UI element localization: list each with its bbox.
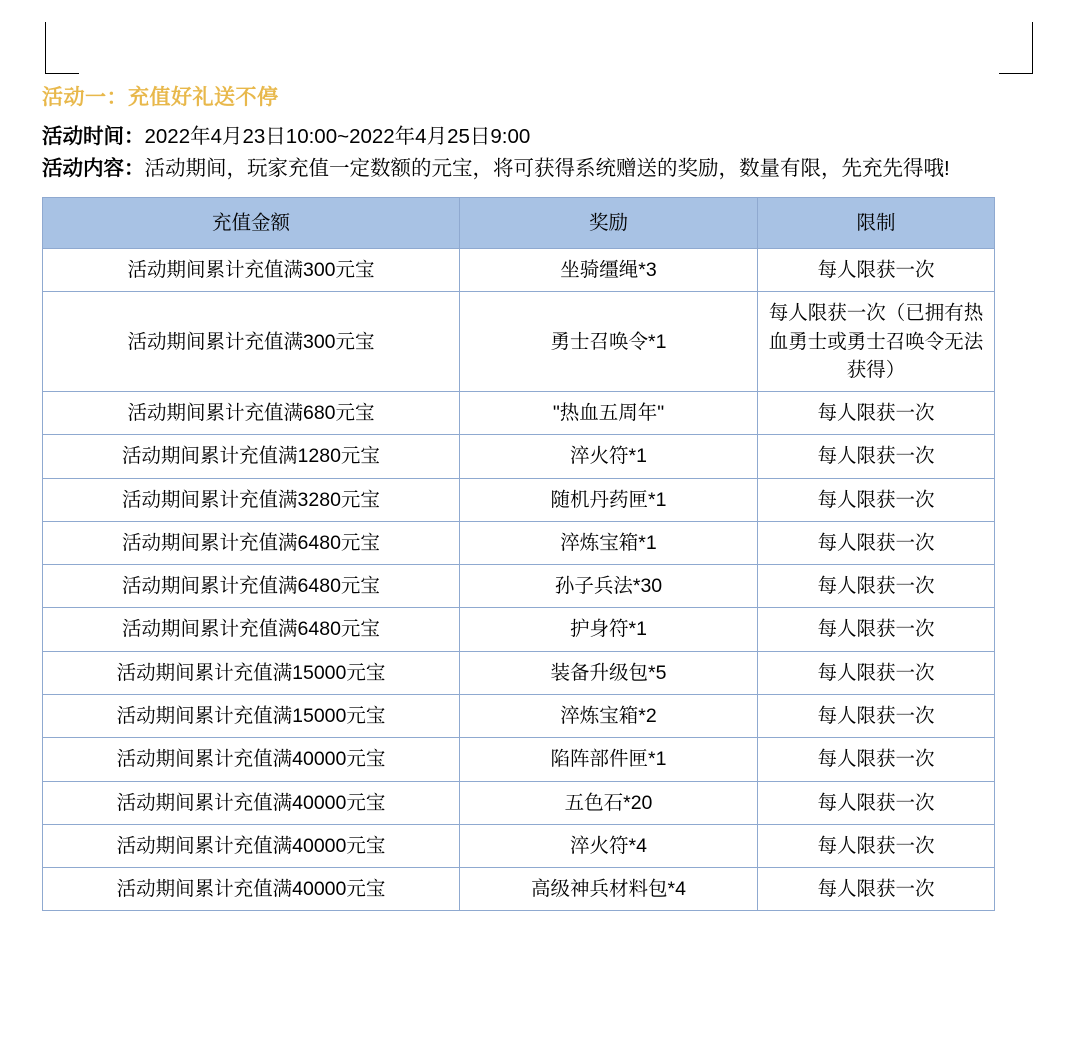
table-cell-amount: 活动期间累计充值满40000元宝 xyxy=(43,781,460,824)
table-cell-limit: 每人限获一次 xyxy=(758,824,995,867)
table-cell-amount: 活动期间累计充值满6480元宝 xyxy=(43,521,460,564)
table-cell-limit: 每人限获一次 xyxy=(758,608,995,651)
table-row xyxy=(43,565,995,608)
table-cell-reward: "热血五周年" xyxy=(460,392,758,435)
document-content xyxy=(42,84,994,911)
table-cell-amount: 活动期间累计充值满40000元宝 xyxy=(43,738,460,781)
column-header-reward: 奖励 xyxy=(460,197,758,248)
table-cell-amount: 活动期间累计充值满40000元宝 xyxy=(43,868,460,911)
column-header-amount: 充值金额 xyxy=(43,197,460,248)
table-cell-reward: 装备升级包*5 xyxy=(460,651,758,694)
table-row xyxy=(43,781,995,824)
table-cell-limit: 每人限获一次 xyxy=(758,249,995,292)
table-cell-amount: 活动期间累计充值满300元宝 xyxy=(43,249,460,292)
table-cell-limit: 每人限获一次（已拥有热血勇士或勇士召唤令无法获得） xyxy=(758,292,995,392)
table-cell-reward: 淬炼宝箱*2 xyxy=(460,695,758,738)
table-cell-reward: 五色石*20 xyxy=(460,781,758,824)
activity-time-line xyxy=(42,121,994,153)
table-row xyxy=(43,738,995,781)
table-cell-reward: 孙子兵法*30 xyxy=(460,565,758,608)
table-row xyxy=(43,249,995,292)
table-row xyxy=(43,868,995,911)
table-row xyxy=(43,521,995,564)
table-cell-reward: 淬火符*1 xyxy=(460,435,758,478)
crop-mark-top-right-horizontal xyxy=(999,73,1033,74)
table-row xyxy=(43,608,995,651)
table-cell-amount: 活动期间累计充值满15000元宝 xyxy=(43,695,460,738)
table-cell-limit: 每人限获一次 xyxy=(758,565,995,608)
table-cell-reward: 陷阵部件匣*1 xyxy=(460,738,758,781)
table-cell-reward: 淬火符*4 xyxy=(460,824,758,867)
table-cell-amount: 活动期间累计充值满6480元宝 xyxy=(43,565,460,608)
activity-time-value: 2022年4月23日10:00~2022年4月25日9:00 xyxy=(144,125,531,149)
table-cell-amount: 活动期间累计充值满15000元宝 xyxy=(43,651,460,694)
table-cell-limit: 每人限获一次 xyxy=(758,695,995,738)
table-cell-amount: 活动期间累计充值满1280元宝 xyxy=(43,435,460,478)
table-cell-reward: 勇士召唤令*1 xyxy=(460,292,758,392)
activity-content-value: 活动期间，玩家充值一定数额的元宝，将可获得系统赠送的奖励，数量有限，先充先得哦! xyxy=(144,157,950,181)
table-cell-limit: 每人限获一次 xyxy=(758,521,995,564)
table-cell-limit: 每人限获一次 xyxy=(758,781,995,824)
table-cell-limit: 每人限获一次 xyxy=(758,478,995,521)
table-row xyxy=(43,695,995,738)
table-cell-reward: 高级神兵材料包*4 xyxy=(460,868,758,911)
table-cell-limit: 每人限获一次 xyxy=(758,435,995,478)
table-row xyxy=(43,392,995,435)
table-cell-amount: 活动期间累计充值满6480元宝 xyxy=(43,608,460,651)
page-title: 活动一：充值好礼送不停 xyxy=(42,86,279,109)
table-row xyxy=(43,292,995,392)
reward-table xyxy=(42,197,995,912)
column-header-limit: 限制 xyxy=(758,197,995,248)
reward-table-body xyxy=(43,249,995,911)
activity-content-line xyxy=(42,153,994,185)
crop-mark-top-right-vertical xyxy=(1032,22,1033,74)
table-row xyxy=(43,651,995,694)
activity-time-label: 活动时间： xyxy=(42,125,145,149)
table-header-row xyxy=(43,197,995,248)
table-cell-amount: 活动期间累计充值满300元宝 xyxy=(43,292,460,392)
table-cell-amount: 活动期间累计充值满40000元宝 xyxy=(43,824,460,867)
table-row xyxy=(43,435,995,478)
table-cell-reward: 护身符*1 xyxy=(460,608,758,651)
table-cell-limit: 每人限获一次 xyxy=(758,651,995,694)
crop-mark-top-left-horizontal xyxy=(45,73,79,74)
table-cell-reward: 坐骑缰绳*3 xyxy=(460,249,758,292)
reward-table-head xyxy=(43,197,995,248)
table-row xyxy=(43,478,995,521)
table-cell-limit: 每人限获一次 xyxy=(758,738,995,781)
table-cell-amount: 活动期间累计充值满680元宝 xyxy=(43,392,460,435)
table-cell-reward: 淬炼宝箱*1 xyxy=(460,521,758,564)
table-cell-limit: 每人限获一次 xyxy=(758,392,995,435)
table-cell-amount: 活动期间累计充值满3280元宝 xyxy=(43,478,460,521)
table-cell-reward: 随机丹药匣*1 xyxy=(460,478,758,521)
crop-mark-top-left-vertical xyxy=(45,22,46,74)
table-cell-limit: 每人限获一次 xyxy=(758,868,995,911)
activity-meta xyxy=(42,121,994,185)
activity-content-label: 活动内容： xyxy=(42,157,145,181)
table-row xyxy=(43,824,995,867)
